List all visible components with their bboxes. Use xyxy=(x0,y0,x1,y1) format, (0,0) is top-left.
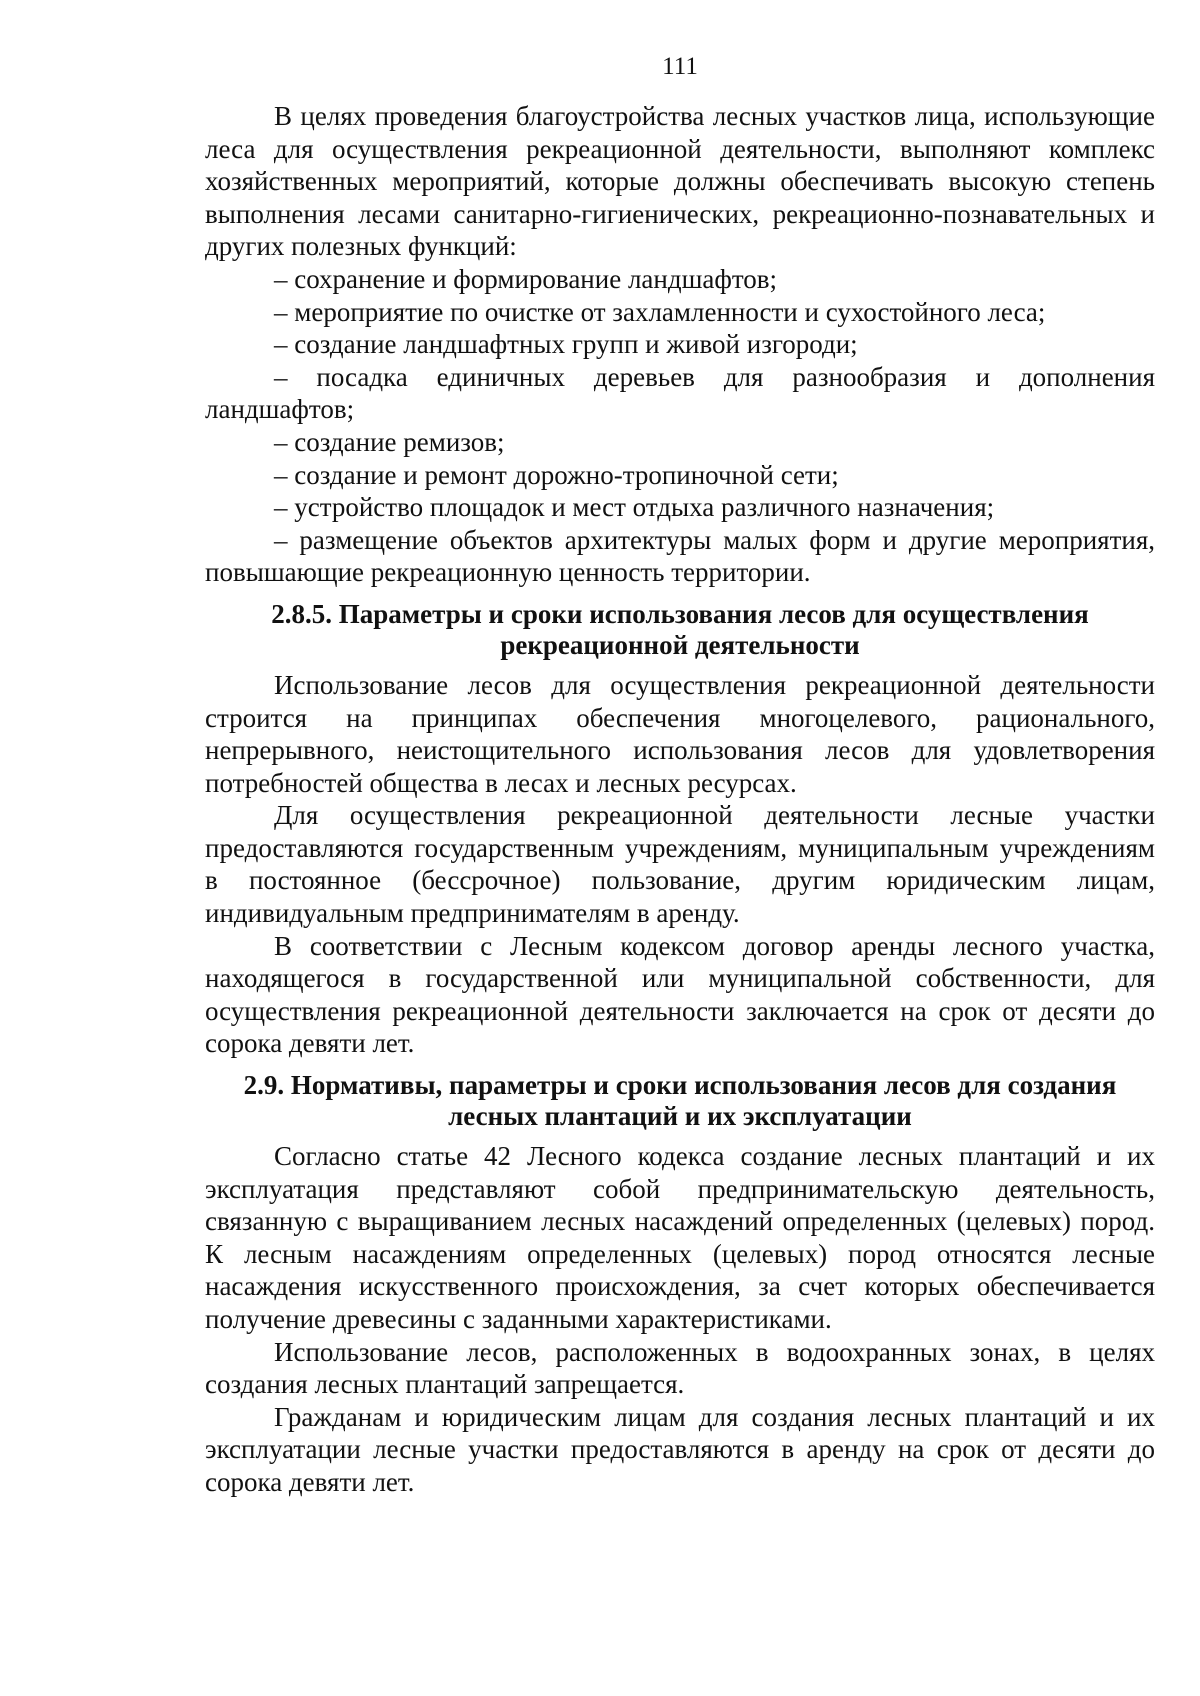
body-paragraph: Гражданам и юридическим лицам для создания лесных плантаций и их эксплуатации лесные участки предоставляются в аренду на срок от десяти до сорока девяти лет. xyxy=(205,1401,1155,1497)
section-heading-line: рекреационной деятельности xyxy=(500,629,860,660)
section-heading-line: лесных плантаций и их эксплуатации xyxy=(448,1101,912,1132)
body-paragraph: Использование лесов, расположенных в водоохранных зонах, в целях создания лесных плантаций запрещается. xyxy=(205,1336,1155,1400)
measures-list xyxy=(205,263,1155,589)
body-paragraph: Согласно статье 42 Лесного кодекса создание лесных плантаций и их эксплуатация представляют собой предпринимательскую деятельность, связанную с выращиванием лесных насаждений определенных (целевых) пород. К лесным насаждениям определенных (целевых) пород относятся лесные насаждения искусственного происхождения, за счет которых обеспечивается получение древесины с заданными характеристиками. xyxy=(205,1141,1155,1334)
intro-paragraph: В целях проведения благоустройства лесных участков лица, использующие леса для осуществления рекреационной деятельности, выполняют комплекс хозяйственных мероприятий, которые должны обеспечивать высокую степень выполнения лесами санитарно-гигиенических, рекреационно-познавательных и других полезных функций: xyxy=(205,101,1155,262)
section-heading-line: 2.9. Нормативы, параметры и сроки использования лесов для создания xyxy=(243,1070,1117,1101)
body-paragraph: Для осуществления рекреационной деятельности лесные участки предоставляются государственным учреждениям, муниципальным учреждениям в постоянное (бессрочное) пользование, другим юридическим лицам, индивидуальным предпринимателям в аренду. xyxy=(205,800,1155,929)
page-number: 111 xyxy=(662,53,698,80)
list-item: – посадка единичных деревьев для разнообразия и дополнения ландшафтов; xyxy=(205,361,1155,425)
list-item: – сохранение и формирование ландшафтов; xyxy=(274,263,778,294)
list-item: – мероприятие по очистке от захламленности и сухостойного леса; xyxy=(274,296,1046,327)
list-item: – устройство площадок и мест отдыха различного назначения; xyxy=(274,492,995,523)
section-heading-2-8-5 xyxy=(205,599,1155,661)
body-paragraph: В соответствии с Лесным кодексом договор аренды лесного участка, находящегося в государственной или муниципальной собственности, для осуществления рекреационной деятельности заключается на срок от десяти до сорока девяти лет. xyxy=(205,930,1155,1059)
list-item: – размещение объектов архитектуры малых форм и другие мероприятия, повышающие рекреационную ценность территории. xyxy=(205,524,1155,588)
section-heading-2-9 xyxy=(205,1070,1155,1132)
list-item: – создание и ремонт дорожно-тропиночной сети; xyxy=(274,459,839,490)
list-item: – создание ремизов; xyxy=(274,426,505,457)
document-page xyxy=(205,52,1155,1499)
list-item: – создание ландшафтных групп и живой изгороди; xyxy=(274,329,858,360)
section-heading-line: 2.8.5. Параметры и сроки использования лесов для осуществления xyxy=(271,598,1089,629)
body-paragraph: Использование лесов для осуществления рекреационной деятельности строится на принципах обеспечения многоцелевого, рационального, непрерывного, неистощительного использования лесов для удовлетворения потребностей общества в лесах и лесных ресурсах. xyxy=(205,669,1155,798)
